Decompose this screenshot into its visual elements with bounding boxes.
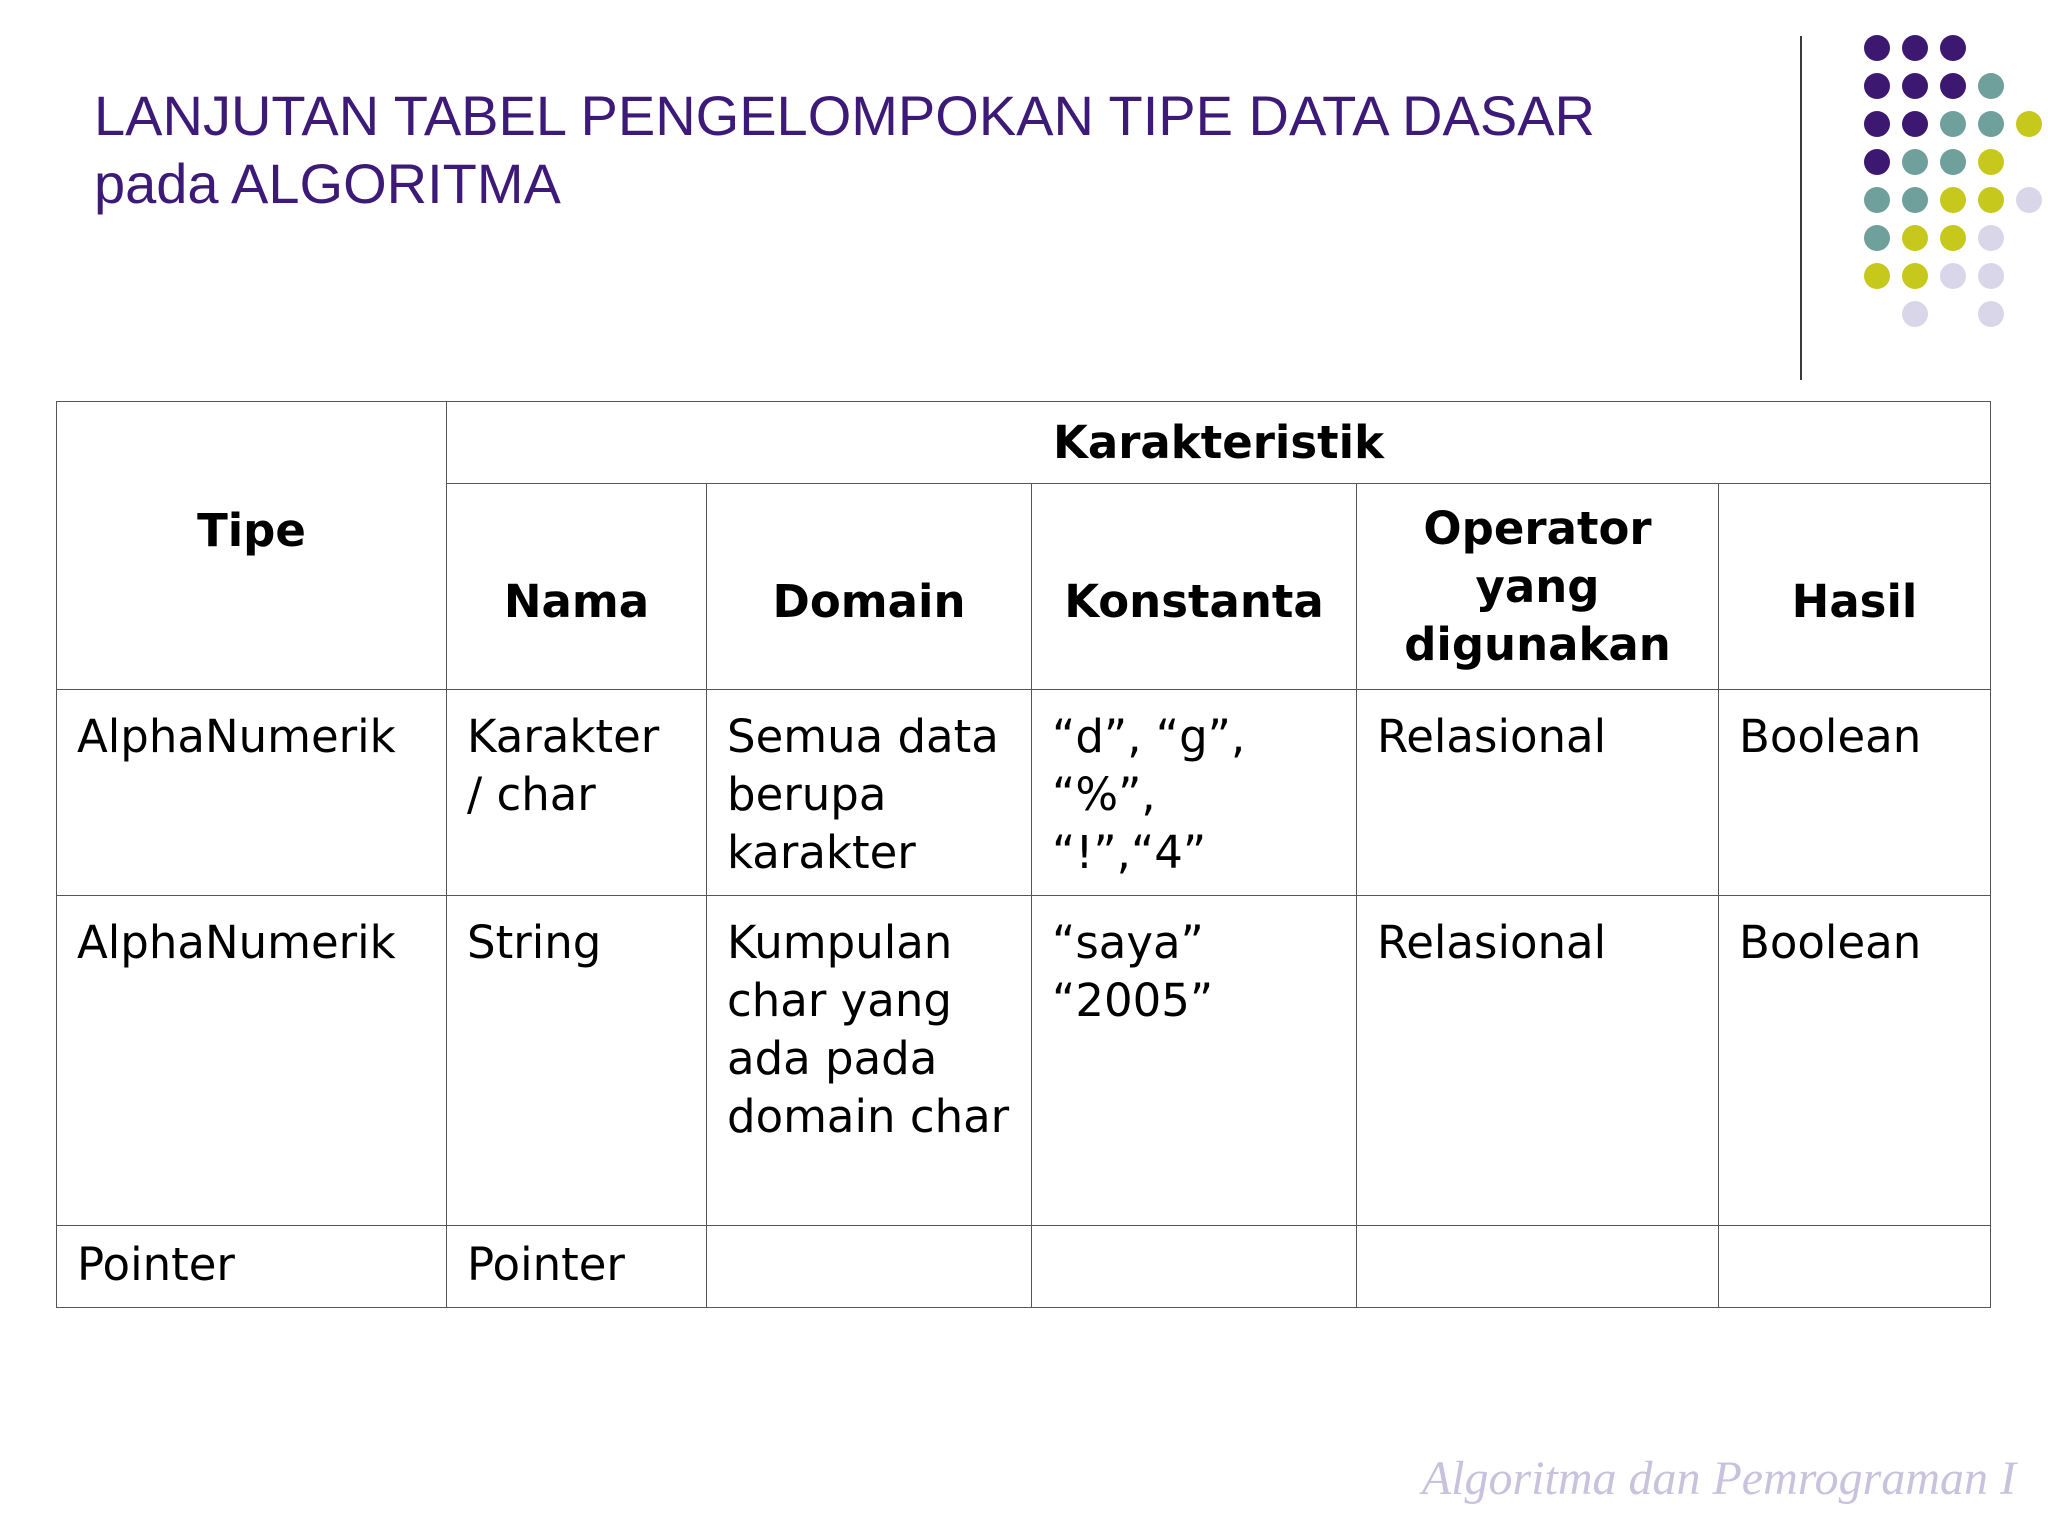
- cell-tipe: AlphaNumerik: [57, 896, 447, 1226]
- decor-dot: [2016, 111, 2042, 137]
- decor-dot: [1940, 111, 1966, 137]
- decor-dot: [1864, 111, 1890, 137]
- cell-domain: Kumpulan char yang ada pada domain char: [707, 896, 1032, 1226]
- cell-domain: Semua data berupa karakter: [707, 690, 1032, 896]
- decor-dot: [1864, 187, 1890, 213]
- cell-konstanta: [1032, 1226, 1357, 1308]
- cell-operator: Relasional: [1357, 690, 1719, 896]
- data-type-table: [56, 401, 1991, 1308]
- decor-dot: [1902, 225, 1928, 251]
- cell-operator: [1357, 1226, 1719, 1308]
- decor-dot: [1902, 111, 1928, 137]
- slide-title-line-1: LANJUTAN TABEL PENGELOMPOKAN TIPE DATA DASAR: [94, 84, 1595, 147]
- decor-dot: [1978, 225, 2004, 251]
- cell-operator: Relasional: [1357, 896, 1719, 1226]
- decor-dot: [2016, 187, 2042, 213]
- vertical-divider: [1800, 36, 1802, 380]
- table-header-row: [57, 402, 1991, 484]
- footer-course-name: Algoritma dan Pemrograman I: [1421, 1452, 2016, 1505]
- cell-domain: [707, 1226, 1032, 1308]
- decor-dot: [1864, 263, 1890, 289]
- decor-dot: [1978, 73, 2004, 99]
- slide-title: [94, 82, 1734, 218]
- header-domain: Domain: [707, 484, 1032, 690]
- cell-tipe: AlphaNumerik: [57, 690, 447, 896]
- decor-dot: [1978, 111, 2004, 137]
- decor-dot: [1940, 73, 1966, 99]
- decor-dot: [1902, 301, 1928, 327]
- cell-nama: Karakter / char: [447, 690, 707, 896]
- table-row: [57, 1226, 1991, 1308]
- slide-title-line-2: pada ALGORITMA: [94, 152, 561, 215]
- header-nama: Nama: [447, 484, 707, 690]
- cell-hasil: [1719, 1226, 1991, 1308]
- decor-dot: [1902, 73, 1928, 99]
- decor-dot: [1978, 301, 2004, 327]
- cell-hasil: Boolean: [1719, 690, 1991, 896]
- header-tipe: Tipe: [57, 402, 447, 690]
- decor-dot: [1864, 225, 1890, 251]
- decor-dot: [1978, 187, 2004, 213]
- decor-dot: [1864, 35, 1890, 61]
- decor-dot: [1940, 263, 1966, 289]
- header-konstanta: Konstanta: [1032, 484, 1357, 690]
- decor-dot: [1864, 149, 1890, 175]
- table-row: [57, 896, 1991, 1226]
- cell-nama: String: [447, 896, 707, 1226]
- decor-dot: [1864, 73, 1890, 99]
- decor-dot: [1902, 187, 1928, 213]
- cell-konstanta: “saya” “2005”: [1032, 896, 1357, 1226]
- decor-dot: [1978, 263, 2004, 289]
- cell-tipe: Pointer: [57, 1226, 447, 1308]
- table-row: [57, 690, 1991, 896]
- decor-dot: [1902, 263, 1928, 289]
- decor-dot: [1940, 225, 1966, 251]
- header-karakteristik: Karakteristik: [447, 402, 1991, 484]
- decor-dot: [1940, 35, 1966, 61]
- header-operator: Operator yang digunakan: [1357, 484, 1719, 690]
- cell-konstanta: “d”, “g”, “%”, “!”,“4”: [1032, 690, 1357, 896]
- header-hasil: Hasil: [1719, 484, 1991, 690]
- cell-nama: Pointer: [447, 1226, 707, 1308]
- decor-dot: [1940, 149, 1966, 175]
- decor-dot: [1940, 187, 1966, 213]
- cell-hasil: Boolean: [1719, 896, 1991, 1226]
- decor-dot: [1978, 149, 2004, 175]
- decor-dot: [1902, 35, 1928, 61]
- decor-dot: [1902, 149, 1928, 175]
